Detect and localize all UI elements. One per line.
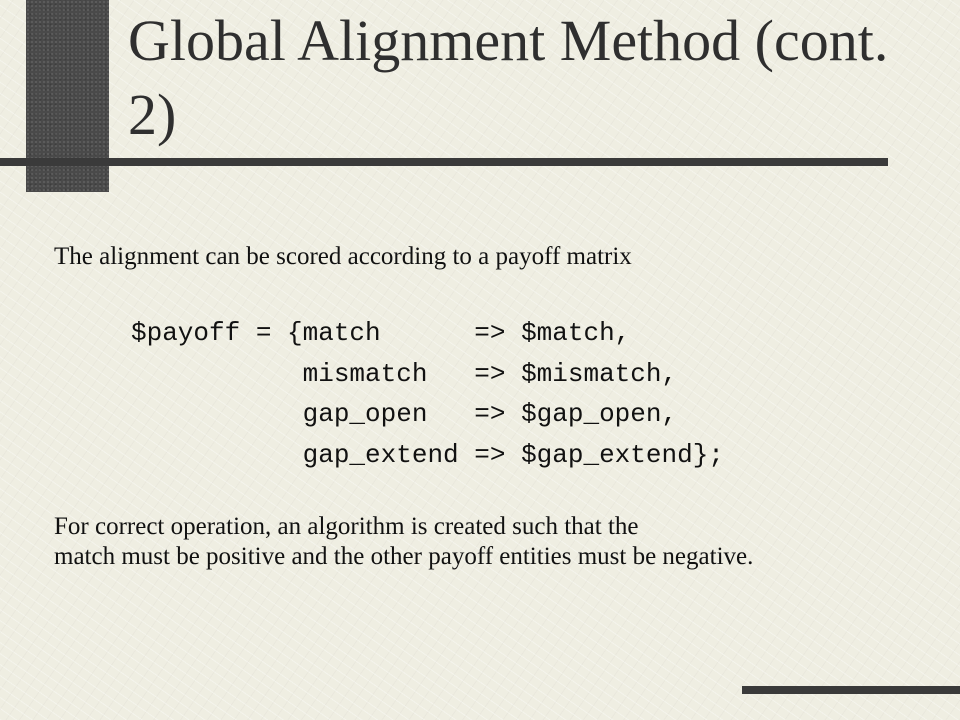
conclusion-line: match must be positive and the other payoff entities must be negative. <box>54 543 754 570</box>
title-divider <box>0 158 888 166</box>
intro-text: The alignment can be scored according to a payoff matrix <box>54 243 632 270</box>
conclusion-text <box>54 512 753 572</box>
conclusion-line: For correct operation, an algorithm is created such that the <box>54 513 639 540</box>
code-line: gap_extend => $gap_extend}; <box>131 439 724 470</box>
code-line: gap_open => $gap_open, <box>131 399 678 429</box>
code-line: mismatch => $mismatch, <box>131 358 678 389</box>
code-line: $payoff = {match => $match, <box>131 318 631 348</box>
corner-divider <box>742 686 960 694</box>
payoff-code-block <box>131 313 724 475</box>
slide-title: Global Alignment Method (cont. 2) <box>128 8 889 147</box>
